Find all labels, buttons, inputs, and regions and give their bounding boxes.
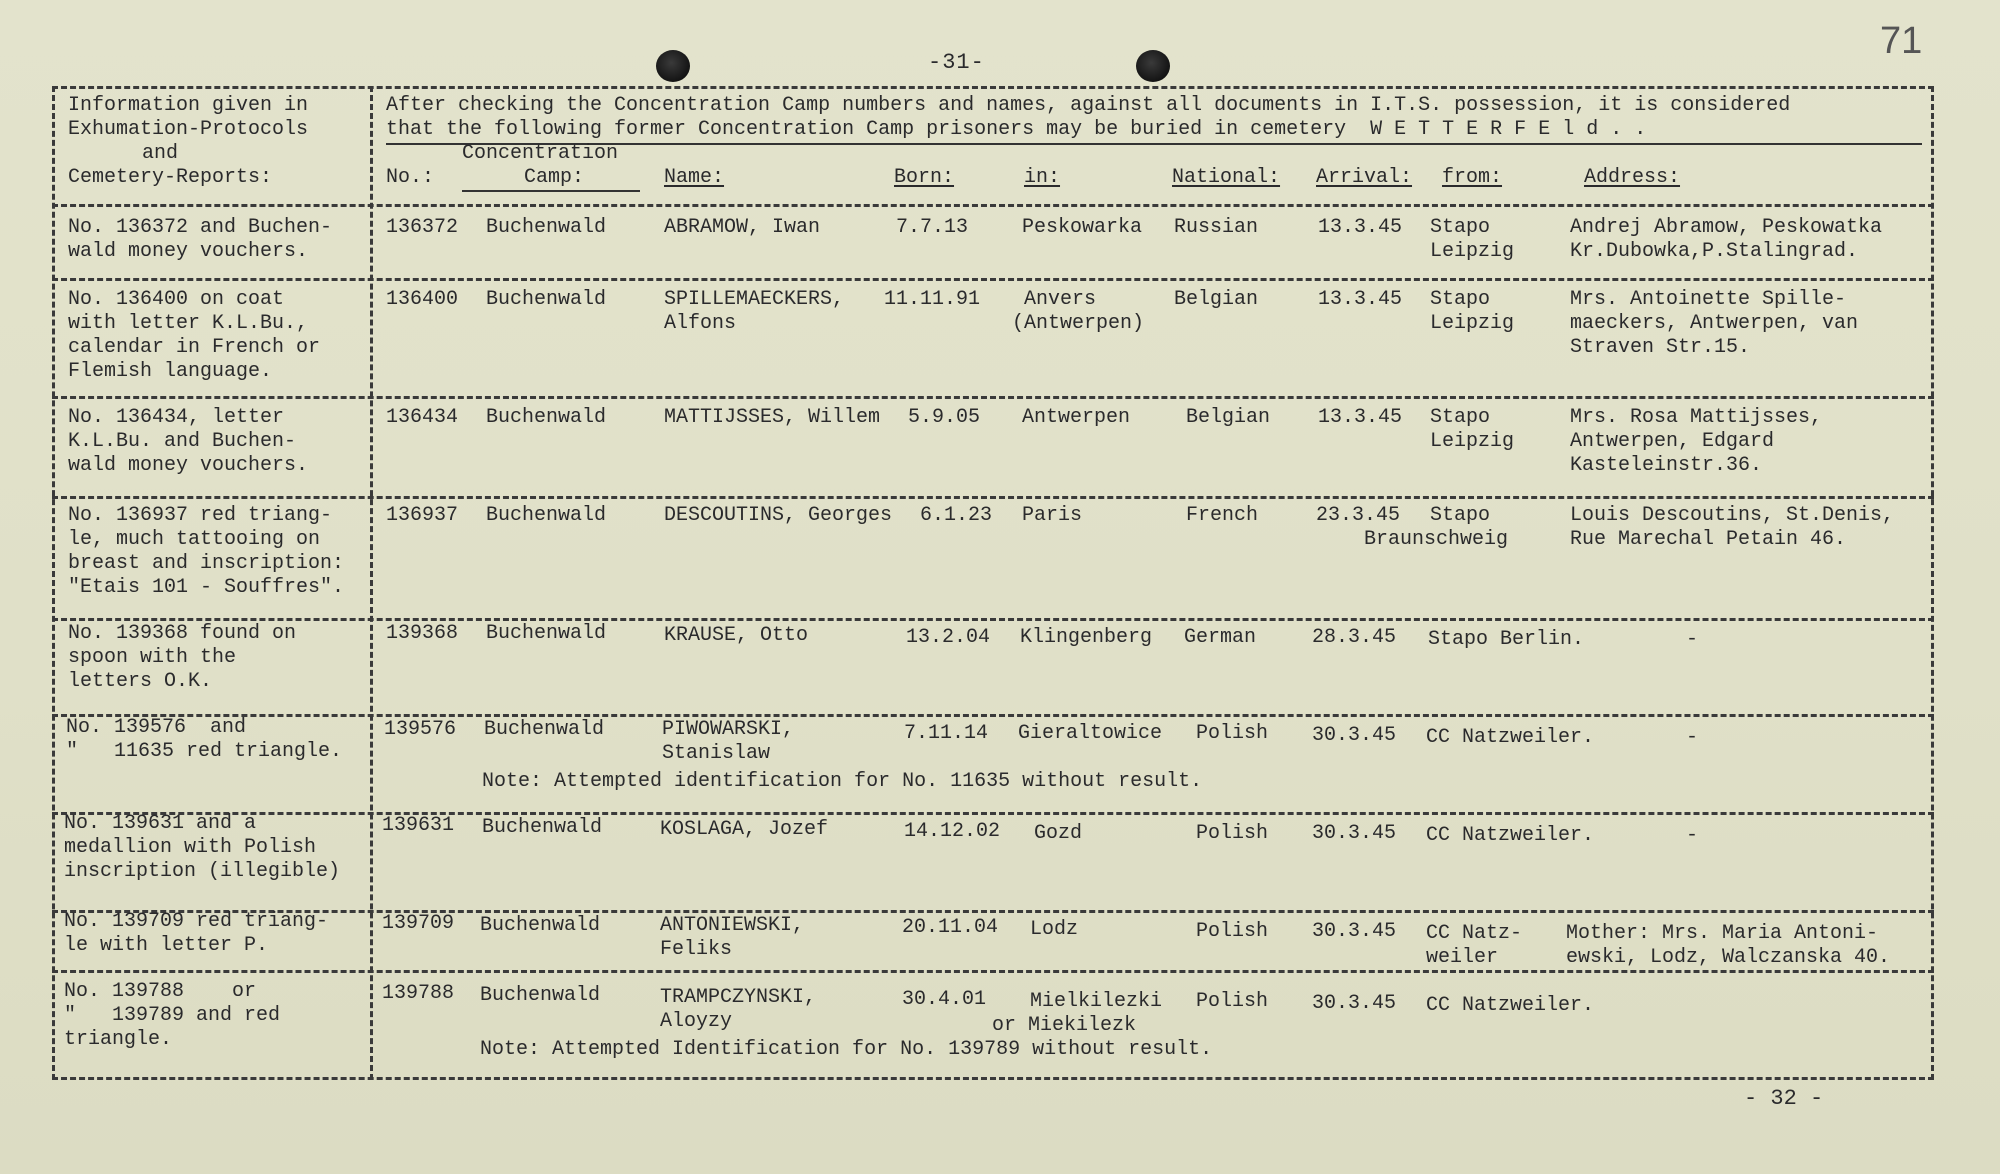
row-in: Antwerpen (1022, 406, 1131, 429)
row-national: Russian (1174, 216, 1259, 239)
row-from: Braunschweig (1364, 528, 1509, 551)
row-info-line: spoon with the (68, 646, 237, 669)
row-address: Louis Descoutins, St.Denis, (1570, 504, 1895, 527)
row-info-line: le, much tattooing on (68, 528, 321, 551)
header-info-line: and (142, 142, 179, 165)
row-no: 139788 (382, 982, 455, 1005)
row-camp: Buchenwald (484, 718, 605, 741)
row-info-line: le with letter P. (64, 934, 269, 957)
col-header-from: from: (1442, 166, 1503, 189)
row-no: 139631 (382, 814, 455, 837)
row-no: 136937 (386, 504, 459, 527)
row-info-line: medallion with Polish (64, 836, 317, 859)
row-note: Note: Attempted identification for No. 11635 without result. (482, 770, 1203, 793)
row-info-line: No. 139709 red triang- (64, 910, 329, 933)
row-info-line: No. 139788 or (64, 980, 257, 1003)
col-header-born: Born: (894, 166, 955, 189)
row-in: or Miekilezk (992, 1014, 1137, 1037)
row-arrival: 30.3.45 (1312, 992, 1397, 1015)
row-name: DESCOUTINS, Georges (664, 504, 893, 527)
row-from: Stapo (1430, 504, 1491, 527)
row-name: PIWOWARSKI, (662, 718, 795, 741)
row-arrival: 13.3.45 (1318, 216, 1403, 239)
row-info-line: No. 136400 on coat (68, 288, 285, 311)
row-camp: Buchenwald (486, 216, 607, 239)
row-address: - (1686, 726, 1699, 749)
header-intro-line-1: After checking the Concentration Camp numbers and names, against all documents in I.T.S. possession, it is considered (386, 94, 1791, 117)
row-arrival: 13.3.45 (1318, 406, 1403, 429)
punch-hole-left (656, 50, 690, 82)
row-address: Straven Str.15. (1570, 336, 1751, 359)
row-no: 139576 (384, 718, 457, 741)
row-info-line: No. 139631 and a (64, 812, 257, 835)
row-born: 20.11.04 (902, 916, 999, 939)
row-no: 139368 (386, 622, 459, 645)
row-national: German (1184, 626, 1257, 649)
row-note: Note: Attempted Identification for No. 139789 without result. (480, 1038, 1213, 1061)
row-born: 11.11.91 (884, 288, 981, 311)
row-name: Stanislaw (662, 742, 771, 765)
row-name: KOSLAGA, Jozef (660, 818, 829, 841)
row-info-line: " 139789 and red (64, 1004, 281, 1027)
row-info-line: triangle. (64, 1028, 173, 1051)
row-from: Stapo (1430, 216, 1491, 239)
row-info-line: Flemish language. (68, 360, 273, 383)
col-header-camp: Camp: (524, 166, 585, 189)
row-address: - (1686, 824, 1699, 847)
row-from: Stapo Berlin. (1428, 628, 1585, 651)
row-info-line: K.L.Bu. and Buchen- (68, 430, 297, 453)
row-info-line: letters O.K. (68, 670, 213, 693)
col-header-address: Address: (1584, 166, 1681, 189)
row-info-line: calendar in French or (68, 336, 321, 359)
row-info-line: inscription (illegible) (64, 860, 341, 883)
row-info-line: No. 139368 found on (68, 622, 297, 645)
col-header-camp-top: Concentration (462, 142, 619, 165)
row-info-line: breast and inscription: (68, 552, 345, 575)
row-name: KRAUSE, Otto (664, 624, 809, 647)
row-info-line: No. 136937 red triang- (68, 504, 333, 527)
header-info-line: Exhumation-Protocols (68, 118, 309, 141)
row-from: Stapo (1430, 406, 1491, 429)
row-from: weiler (1426, 946, 1499, 969)
row-from: Leipzig (1430, 312, 1515, 335)
row-camp: Buchenwald (482, 816, 603, 839)
row-from: CC Natzweiler. (1426, 726, 1595, 749)
row-arrival: 30.3.45 (1312, 920, 1397, 943)
row-camp: Buchenwald (486, 406, 607, 429)
row-info-line: wald money vouchers. (68, 240, 309, 263)
row-info-line: "Etais 101 - Souffres". (68, 576, 345, 599)
row-info-line: " 11635 red triangle. (66, 740, 343, 763)
row-in: Paris (1022, 504, 1083, 527)
row-in: Gieraltowice (1018, 722, 1163, 745)
row-address: Andrej Abramow, Peskowatka (1570, 216, 1883, 239)
row-from: Leipzig (1430, 240, 1515, 263)
row-address: - (1686, 628, 1699, 651)
row-separator (52, 812, 1934, 815)
col-header-in: in: (1024, 166, 1061, 189)
row-separator (52, 910, 1934, 913)
row-from: CC Natzweiler. (1426, 824, 1595, 847)
row-address: Rue Marechal Petain 46. (1570, 528, 1847, 551)
row-name: Alfons (664, 312, 737, 335)
header-info-line: Cemetery-Reports: (68, 166, 273, 189)
row-name: MATTIJSSES, Willem (664, 406, 881, 429)
page-number-handwritten: 71 (1880, 20, 1923, 62)
row-in: Gozd (1034, 822, 1083, 845)
row-born: 5.9.05 (908, 406, 981, 429)
row-address: Kasteleinstr.36. (1570, 454, 1763, 477)
row-from: Leipzig (1430, 430, 1515, 453)
row-in: (Antwerpen) (1012, 312, 1145, 335)
row-name: TRAMPCZYNSKI, (660, 986, 817, 1009)
row-in: Anvers (1024, 288, 1097, 311)
row-no: 136400 (386, 288, 459, 311)
row-separator (52, 970, 1934, 973)
row-info-line: No. 136372 and Buchen- (68, 216, 333, 239)
row-info-line: wald money vouchers. (68, 454, 309, 477)
row-in: Lodz (1030, 918, 1079, 941)
page-number-center: -31- (928, 50, 985, 75)
col-header-name: Name: (664, 166, 725, 189)
row-camp: Buchenwald (486, 622, 607, 645)
row-no: 136434 (386, 406, 459, 429)
row-national: Polish (1196, 990, 1269, 1013)
row-arrival: 30.3.45 (1312, 822, 1397, 845)
row-born: 14.12.02 (904, 820, 1001, 843)
row-name: Aloyzy (660, 1010, 733, 1033)
row-name: SPILLEMAECKERS, (664, 288, 845, 311)
column-divider (370, 86, 373, 1080)
row-name: ABRAMOW, Iwan (664, 216, 821, 239)
row-address: Kr.Dubowka,P.Stalingrad. (1570, 240, 1859, 263)
row-address: Mother: Mrs. Maria Antoni- (1566, 922, 1879, 945)
col-header-arrival: Arrival: (1316, 166, 1413, 189)
row-camp: Buchenwald (486, 504, 607, 527)
row-info-line: with letter K.L.Bu., (68, 312, 309, 335)
row-from: Stapo (1430, 288, 1491, 311)
row-separator (52, 204, 1934, 207)
row-in: Peskowarka (1022, 216, 1143, 239)
row-camp: Buchenwald (480, 984, 601, 1007)
row-born: 30.4.01 (902, 988, 987, 1011)
row-arrival: 28.3.45 (1312, 626, 1397, 649)
row-separator (52, 714, 1934, 717)
row-camp: Buchenwald (480, 914, 601, 937)
header-info-line: Information given in (68, 94, 309, 117)
row-born: 7.7.13 (896, 216, 969, 239)
row-address: Mrs. Rosa Mattijsses, (1570, 406, 1823, 429)
row-arrival: 23.3.45 (1316, 504, 1401, 527)
row-address: Antwerpen, Edgard (1570, 430, 1775, 453)
row-separator (52, 618, 1934, 621)
row-camp: Buchenwald (486, 288, 607, 311)
row-name: ANTONIEWSKI, (660, 914, 805, 937)
row-from: CC Natzweiler. (1426, 994, 1595, 1017)
row-in: Mielkilezki (1030, 990, 1163, 1013)
punch-hole-right (1136, 50, 1170, 82)
header-intro-line-2: that the following former Concentration Camp prisoners may be buried in cemetery W E T T E R F E l d . . (386, 118, 1647, 141)
row-national: French (1186, 504, 1259, 527)
row-national: Polish (1196, 722, 1269, 745)
page-number-bottom: - 32 - (1744, 1086, 1824, 1111)
camp-header-underline (462, 190, 640, 192)
row-name: Feliks (660, 938, 733, 961)
col-header-national: National: (1172, 166, 1281, 189)
row-info-line: No. 136434, letter (68, 406, 285, 429)
row-born: 6.1.23 (920, 504, 993, 527)
row-no: 136372 (386, 216, 459, 239)
row-address: Mrs. Antoinette Spille- (1570, 288, 1847, 311)
row-arrival: 30.3.45 (1312, 724, 1397, 747)
row-no: 139709 (382, 912, 455, 935)
row-national: Polish (1196, 822, 1269, 845)
row-born: 7.11.14 (904, 722, 989, 745)
row-national: Polish (1196, 920, 1269, 943)
row-national: Belgian (1186, 406, 1271, 429)
row-info-line: No. 139576 and (66, 716, 247, 739)
col-header-no: No.: (386, 166, 435, 189)
row-address: ewski, Lodz, Walczanska 40. (1566, 946, 1891, 969)
row-separator (52, 396, 1934, 399)
row-national: Belgian (1174, 288, 1259, 311)
row-separator (52, 496, 1934, 499)
row-arrival: 13.3.45 (1318, 288, 1403, 311)
row-separator (52, 278, 1934, 281)
row-born: 13.2.04 (906, 626, 991, 649)
row-address: maeckers, Antwerpen, van (1570, 312, 1859, 335)
row-in: Klingenberg (1020, 626, 1153, 649)
row-from: CC Natz- (1426, 922, 1523, 945)
